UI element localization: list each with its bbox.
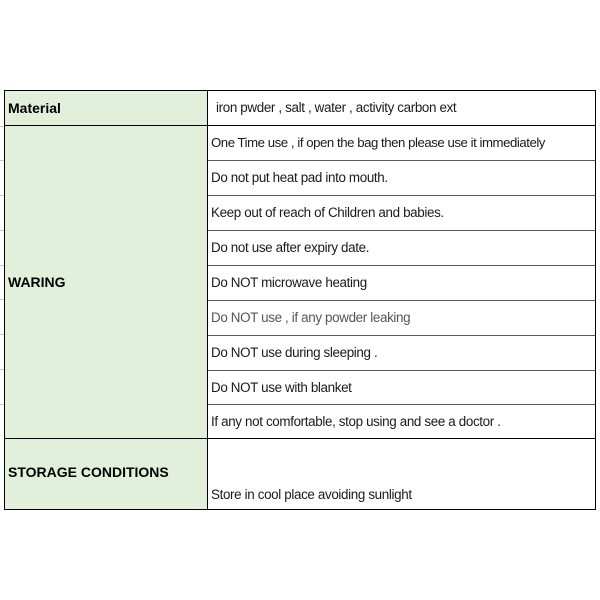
material-value: iron pwder , salt , water , activity carbon ext bbox=[207, 90, 596, 125]
warning-item: Keep out of reach of Children and babies. bbox=[207, 195, 596, 230]
warning-item: Do NOT use with blanket bbox=[207, 370, 596, 404]
row-divider bbox=[207, 195, 596, 196]
border-left bbox=[4, 90, 5, 510]
row-divider bbox=[207, 370, 596, 371]
warning-item: Do NOT microwave heating bbox=[207, 265, 596, 300]
border-bottom bbox=[4, 509, 596, 510]
column-divider bbox=[207, 90, 208, 510]
row-divider bbox=[207, 265, 596, 266]
warning-item: If any not comfortable, stop using and see a doctor . bbox=[207, 404, 596, 438]
warning-item: Do not put heat pad into mouth. bbox=[207, 160, 596, 195]
row-divider bbox=[207, 160, 596, 161]
material-label: Material bbox=[4, 90, 207, 125]
row-divider bbox=[4, 438, 596, 439]
storage-label: STORAGE CONDITIONS bbox=[4, 438, 207, 510]
row-divider bbox=[207, 404, 596, 405]
warning-item: Do not use after expiry date. bbox=[207, 230, 596, 265]
row-divider bbox=[4, 125, 596, 126]
border-top bbox=[4, 90, 596, 91]
row-divider bbox=[207, 300, 596, 301]
warning-item: Do NOT use during sleeping . bbox=[207, 335, 596, 370]
warning-item: Do NOT use , if any powder leaking bbox=[207, 300, 596, 335]
row-divider bbox=[207, 335, 596, 336]
warning-label: WARING bbox=[4, 125, 207, 438]
warning-item: One Time use , if open the bag then please use it immediately bbox=[207, 125, 596, 160]
spec-table bbox=[4, 90, 596, 510]
row-divider bbox=[207, 230, 596, 231]
border-right bbox=[595, 90, 596, 510]
storage-value: Store in cool place avoiding sunlight bbox=[207, 438, 596, 510]
